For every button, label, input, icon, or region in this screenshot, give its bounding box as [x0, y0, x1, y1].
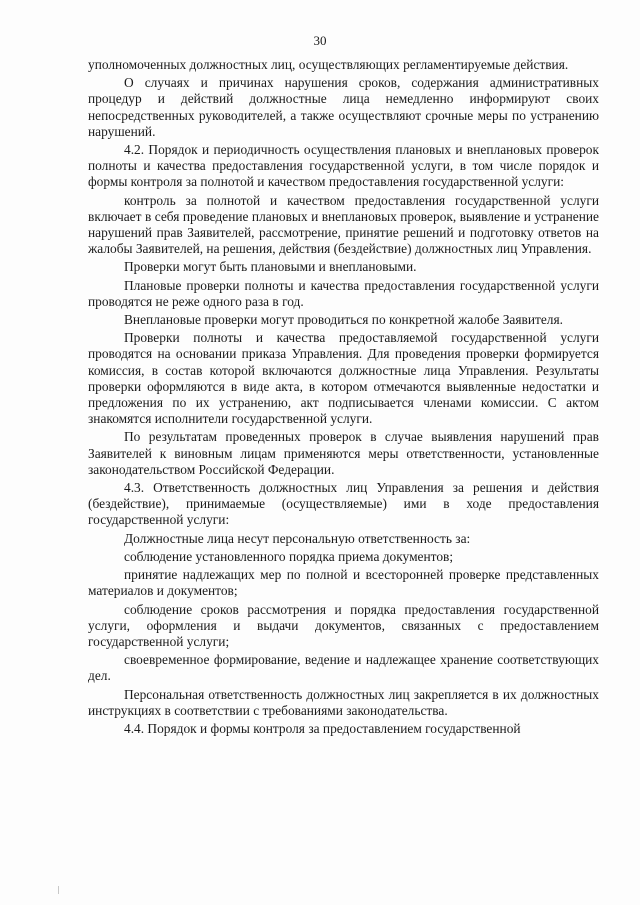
paragraph: Проверки полноты и качества предоставляемой государственной услуги проводятся на основании приказа Управления. Для проведения проверки формируется комиссия, в состав которой включаются должностные лица Управления. Результаты проверки оформляются в виде акта, в котором отмечаются выявленные недостатки и предложения по их устранению, акт подписывается членами комиссии. С актом знакомятся исполнители государственной услуги.	[88, 330, 599, 427]
paragraph: Персональная ответственность должностных лиц закрепляется в их должностных инструкциях в соответствии с требованиями законодательства.	[88, 686, 599, 718]
list-item: принятие надлежащих мер по полной и всесторонней проверке представленных материалов и документов;	[88, 567, 599, 599]
section-4-2-heading: 4.2. Порядок и периодичность осуществления плановых и внеплановых проверок полноты и качества предоставления государственной услуги, в том числе порядок и формы контроля за полнотой и качеством предоставления государственной услуги:	[88, 142, 599, 190]
paragraph: Внеплановые проверки могут проводиться по конкретной жалобе Заявителя.	[124, 312, 563, 328]
scan-margin-mark	[58, 886, 59, 894]
list-item: своевременное формирование, ведение и надлежащее хранение соответствующих дел.	[88, 652, 599, 684]
section-4-3-heading: 4.3. Ответственность должностных лиц Управления за решения и действия (бездействие), принимаемые (осуществляемые) ими в ходе предоставления государственной услуги:	[88, 480, 599, 528]
page-number: 30	[313, 33, 327, 48]
paragraph: О случаях и причинах нарушения сроков, содержания административных процедур и действий должностные лица немедленно информируют своих непосредственных руководителей, а также осуществляют срочные меры по устранению нарушений.	[88, 75, 599, 139]
paragraph: Плановые проверки полноты и качества предоставления государственной услуги проводятся не реже одного раза в год.	[88, 277, 599, 309]
list-item: соблюдение сроков рассмотрения и порядка предоставления государственной услуги, оформления и выдачи документов, связанных с предоставлением государственной услуги;	[88, 601, 599, 649]
section-4-4-heading: 4.4. Порядок и формы контроля за предоставлением государственной	[124, 720, 521, 736]
list-item: соблюдение установленного порядка приема документов;	[124, 548, 454, 564]
paragraph: Проверки могут быть плановыми и внеплановыми.	[124, 259, 417, 275]
paragraph: По результатам проведенных проверок в случае выявления нарушений прав Заявителей к виновным лицам применяются меры ответственности, установленные законодательством Российской Федерации.	[88, 429, 599, 477]
paragraph: контроль за полнотой и качеством предоставления государственной услуги включает в себя проведение плановых и внеплановых проверок, выявление и устранение нарушений прав Заявителей, рассмотрение, принятие решений и подготовку ответов на жалобы Заявителей, на решения, действия (бездействие) должностных лиц Управления.	[88, 192, 599, 257]
document-body	[88, 57, 599, 739]
paragraph: Должностные лица несут персональную ответственность за:	[124, 530, 471, 546]
paragraph: уполномоченных должностных лиц, осуществляющих регламентируемые действия.	[88, 57, 569, 72]
